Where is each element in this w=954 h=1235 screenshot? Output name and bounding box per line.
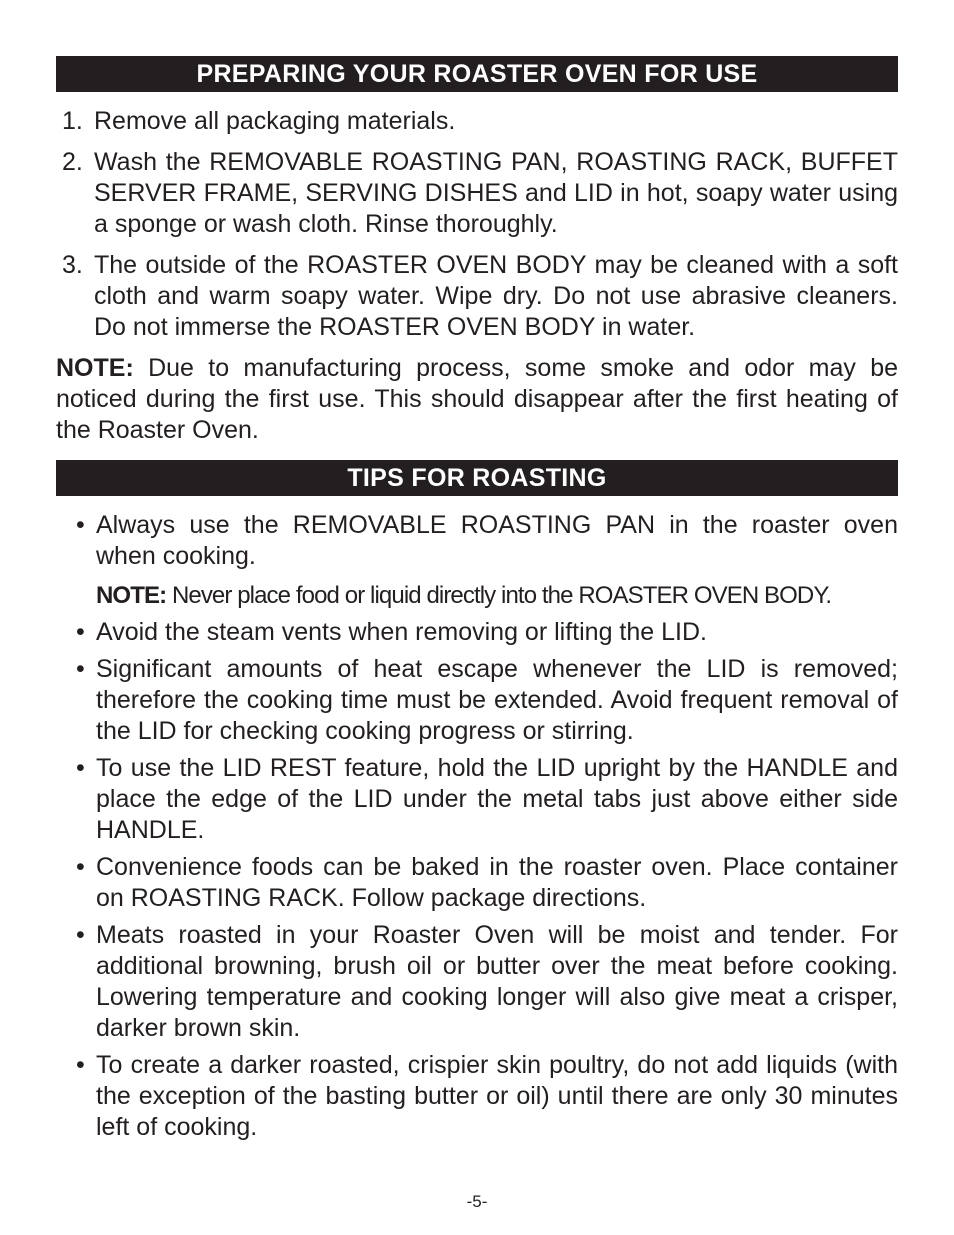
list-item xyxy=(56,852,898,914)
tip-text: Convenience foods can be baked in the roaster oven. Place container on ROASTING RACK. Follow package directions. xyxy=(96,853,898,912)
bullet-mark: • xyxy=(76,511,85,539)
step-number: 3. xyxy=(62,251,83,279)
step-text: The outside of the ROASTER OVEN BODY may be cleaned with a soft cloth and warm soapy water. Wipe dry. Do not use abrasive cleaners. Do not immerse the ROASTER OVEN BODY in water. xyxy=(94,251,898,341)
list-item xyxy=(56,920,898,1044)
manual-page xyxy=(56,56,898,1149)
section-header-tips: TIPS FOR ROASTING xyxy=(56,460,898,496)
note-text: Never place food or liquid directly into the ROASTER OVEN BODY. xyxy=(166,582,832,609)
tip-text: Avoid the steam vents when removing or lifting the LID. xyxy=(96,618,707,646)
section-header-preparing: PREPARING YOUR ROASTER OVEN FOR USE xyxy=(56,56,898,92)
list-item xyxy=(56,617,898,648)
list-item xyxy=(56,654,898,747)
list-item xyxy=(56,147,898,240)
tip-text: Significant amounts of heat escape whenever the LID is removed; therefore the cooking time must be extended. Avoid frequent removal of the LID for checking cooking progress or stirring. xyxy=(96,655,898,745)
roasting-tips-list xyxy=(56,510,898,1143)
tip-text: To use the LID REST feature, hold the LID upright by the HANDLE and place the edge of the LID under the metal tabs just above either side HANDLE. xyxy=(96,754,898,844)
step-number: 2. xyxy=(62,148,83,176)
list-item xyxy=(56,106,898,137)
note-text: Due to manufacturing process, some smoke and odor may be noticed during the first use. This should disappear after the first heating of the Roaster Oven. xyxy=(56,354,898,444)
list-item xyxy=(56,753,898,846)
tip-text: Always use the REMOVABLE ROASTING PAN in the roaster oven when cooking. xyxy=(96,511,898,570)
page-number: -5- xyxy=(466,1192,488,1211)
tip-text: To create a darker roasted, crispier skin poultry, do not add liquids (with the exception of the basting butter or oil) until there are only 30 minutes left of cooking. xyxy=(96,1051,898,1141)
preparation-steps-list xyxy=(56,106,898,343)
bullet-mark: • xyxy=(76,853,85,881)
roaster-body-note xyxy=(96,580,898,611)
bullet-mark: • xyxy=(76,921,85,949)
first-use-note xyxy=(56,353,898,446)
bullet-mark: • xyxy=(76,655,85,683)
step-text: Remove all packaging materials. xyxy=(94,107,456,135)
note-label: NOTE: xyxy=(56,354,134,382)
list-item xyxy=(56,510,898,611)
list-item xyxy=(56,250,898,343)
bullet-mark: • xyxy=(76,754,85,782)
bullet-mark: • xyxy=(76,618,85,646)
note-label: NOTE: xyxy=(96,582,167,609)
tip-text: Meats roasted in your Roaster Oven will be moist and tender. For additional browning, brush oil or butter over the meat before cooking. Lowering temperature and cooking longer will also give meat a crisper, darker brown skin. xyxy=(96,921,898,1042)
step-text: Wash the REMOVABLE ROASTING PAN, ROASTING RACK, BUFFET SERVER FRAME, SERVING DISHES and LID in hot, soapy water using a sponge or wash cloth. Rinse thoroughly. xyxy=(94,148,898,238)
step-number: 1. xyxy=(62,107,83,135)
list-item xyxy=(56,1050,898,1143)
bullet-mark: • xyxy=(76,1051,85,1079)
